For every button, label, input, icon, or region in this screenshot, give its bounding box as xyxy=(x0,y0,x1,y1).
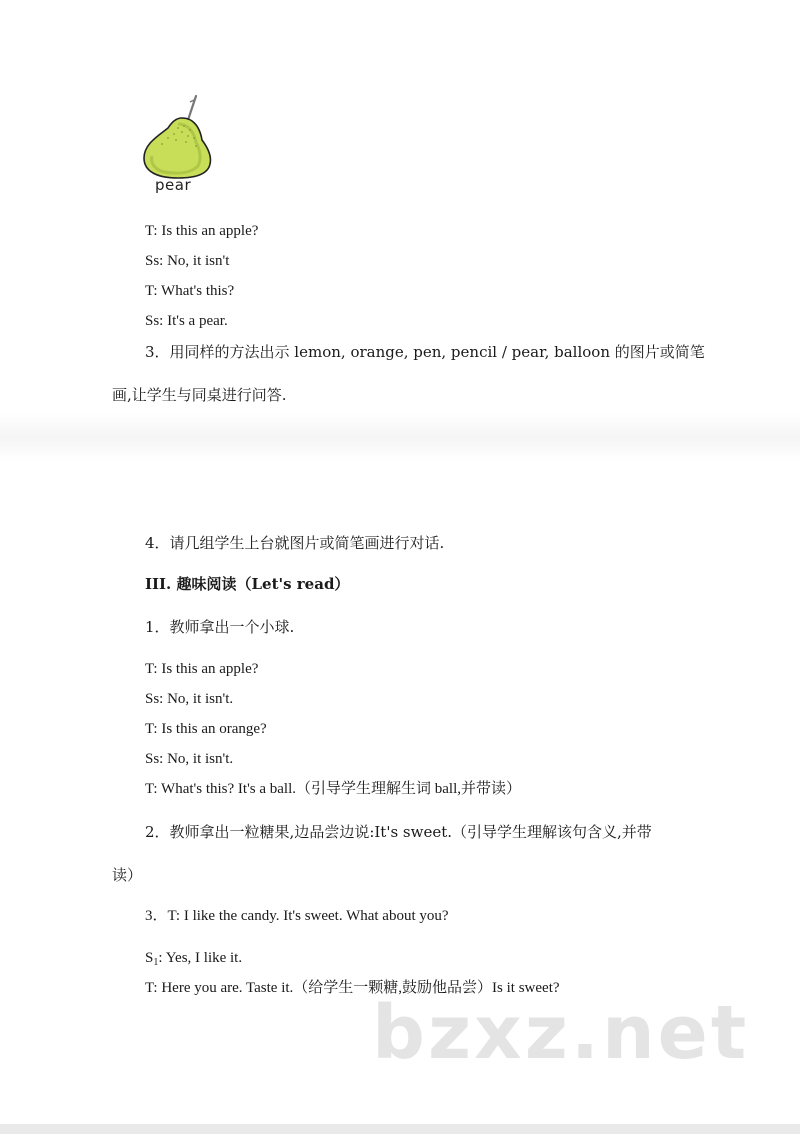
speaker-subscript: 1 xyxy=(153,957,159,968)
section-item-3: 3．T: I like the candy. It's sweet. What about you? xyxy=(145,908,449,924)
section-item-2-line-2: 读） xyxy=(112,866,143,884)
figure-label: pear xyxy=(155,176,192,194)
watermark: bzxz.net xyxy=(372,990,750,1076)
teacher-line: T: Here you are. Taste it.（给学生一颗糖,鼓励他品尝）Is it sweet? xyxy=(145,980,560,996)
step-3-line-2: 画,让学生与同桌进行问答. xyxy=(112,386,287,404)
speaker-label: S xyxy=(145,950,154,966)
dialog-line: Ss: No, it isn't xyxy=(145,253,230,269)
step-3-line-1: 3．用同样的方法出示 lemon, orange, pen, pencil / pear, balloon 的图片或简笔 xyxy=(145,343,705,361)
page-break-shadow xyxy=(0,413,800,461)
reply-text: : Yes, I like it. xyxy=(158,950,243,966)
section-heading: III. 趣味阅读（Let's read） xyxy=(145,575,350,593)
dialog-line: T: Is this an orange? xyxy=(145,721,267,737)
dialog-line: Ss: No, it isn't. xyxy=(145,691,234,707)
student-reply xyxy=(145,948,242,968)
dialog-line: T: What's this? It's a ball.（引导学生理解生词 ball,并带读） xyxy=(145,781,522,797)
dialog-line: T: What's this? xyxy=(145,283,235,299)
page-bottom-edge xyxy=(0,1124,800,1134)
dialog-line: Ss: No, it isn't. xyxy=(145,751,234,767)
dialog-line: Ss: It's a pear. xyxy=(145,313,228,329)
dialog-line: T: Is this an apple? xyxy=(145,223,259,239)
step-4: 4．请几组学生上台就图片或简笔画进行对话. xyxy=(145,534,445,552)
section-item-2-line-1: 2．教师拿出一粒糖果,边品尝边说:It's sweet.（引导学生理解该句含义,并带 xyxy=(145,823,652,841)
dialog-line: T: Is this an apple? xyxy=(145,661,259,677)
section-item-1: 1．教师拿出一个小球. xyxy=(145,618,295,636)
